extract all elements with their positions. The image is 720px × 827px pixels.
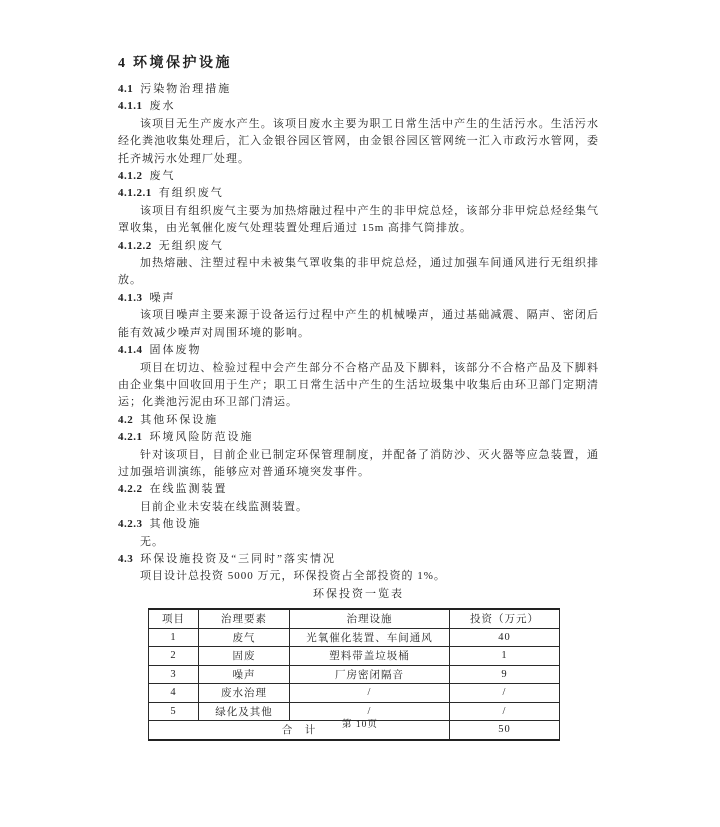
paragraph-other-facilities: 无。 — [140, 535, 164, 548]
table-cell: 9 — [450, 665, 560, 684]
section-heading-4-1-2-2 — [118, 238, 599, 255]
section-number: 4.1.1 — [118, 100, 143, 113]
section-number: 4.3 — [118, 552, 134, 565]
table-row — [149, 684, 560, 703]
paragraph-online-monitoring: 目前企业未安装在线监测装置。 — [140, 500, 308, 513]
paragraph-risk-prevention: 针对该项目，目前企业已制定环保管理制度，并配备了消防沙、灭火器等应急装置，通过加强培训演练，能够应对普通环境突发事件。 — [118, 448, 599, 478]
table-row — [149, 628, 560, 647]
chapter-title: 环境保护设施 — [133, 56, 232, 71]
table-cell: / — [290, 702, 450, 721]
section-heading-4-2-3 — [118, 516, 599, 533]
paragraph-noise: 该项目噪声主要来源于设备运行过程中产生的机械噪声，通过基础减震、隔声、密闭后能有效减少噪声对周围环境的影响。 — [118, 309, 599, 339]
table-cell: 噪声 — [199, 665, 290, 684]
table-total-label: 合 计 — [149, 721, 450, 740]
section-number: 4.1.2 — [118, 170, 143, 183]
section-number: 4.1.4 — [118, 344, 143, 357]
table-cell: 光氧催化装置、车间通风 — [290, 628, 450, 647]
section-heading-4-1-2 — [118, 168, 599, 185]
section-number: 4.1.2.1 — [118, 187, 152, 200]
chapter-number: 4 — [118, 56, 125, 71]
table-cell: / — [450, 702, 560, 721]
table-header-cell-element: 治理要素 — [199, 609, 290, 628]
table-cell: 3 — [149, 665, 199, 684]
table-cell: 废气 — [199, 628, 290, 647]
table-cell: 固废 — [199, 647, 290, 666]
table-row — [149, 647, 560, 666]
page-number: 第 10页 — [342, 720, 378, 730]
section-heading-4-1-3 — [118, 290, 599, 307]
section-title: 在线监测装置 — [149, 483, 228, 496]
section-number: 4.1.3 — [118, 291, 143, 304]
section-heading-4-1-4 — [118, 342, 599, 359]
section-heading-4-1-1 — [118, 98, 599, 115]
section-number: 4.2.1 — [118, 431, 143, 444]
table-header-cell-investment: 投资（万元） — [450, 609, 560, 628]
table-cell: 1 — [450, 647, 560, 666]
section-number: 4.2 — [118, 413, 134, 426]
table-caption: 环保投资一览表 — [313, 587, 404, 600]
table-header-row — [149, 609, 560, 628]
section-title: 其他设施 — [149, 518, 202, 531]
section-title: 污染物治理措施 — [140, 83, 232, 95]
section-title: 废水 — [149, 100, 176, 113]
table-cell: 40 — [450, 628, 560, 647]
table-cell: 厂房密闭隔音 — [290, 665, 450, 684]
table-cell: / — [290, 684, 450, 703]
table-header-cell-facility: 治理设施 — [290, 609, 450, 628]
table-total-value: 50 — [450, 721, 560, 740]
section-title: 有组织废气 — [158, 187, 224, 200]
section-heading-4-2-2 — [118, 481, 599, 498]
document-page — [118, 54, 599, 741]
paragraph-organized-gas: 该项目有组织废气主要为加热熔融过程中产生的非甲烷总烃，该部分非甲烷总烃经集气罩收集，由光氧催化废气处理装置处理后通过 15m 高排气筒排放。 — [118, 204, 599, 235]
table-cell: 4 — [149, 684, 199, 703]
section-title: 废气 — [149, 170, 176, 183]
section-title: 其他环保设施 — [140, 413, 219, 426]
table-cell: 2 — [149, 647, 199, 666]
paragraph-unorganized-gas: 加热熔融、注塑过程中未被集气罩收集的非甲烷总烃，通过加强车间通风进行无组织排放。 — [118, 257, 599, 287]
paragraph-investment: 项目设计总投资 5000 万元，环保投资占全部投资的 1%。 — [140, 570, 446, 583]
section-title: 环境风险防范设施 — [149, 431, 254, 444]
table-cell: / — [450, 684, 560, 703]
section-number: 4.1.2.2 — [118, 239, 152, 252]
section-number: 4.2.3 — [118, 518, 143, 531]
table-cell: 5 — [149, 702, 199, 721]
section-number: 4.1 — [118, 83, 134, 95]
table-header-cell-item: 项目 — [149, 609, 199, 628]
table-cell: 1 — [149, 628, 199, 647]
section-title: 环保设施投资及“三同时”落实情况 — [140, 552, 337, 565]
table-cell: 绿化及其他 — [199, 702, 290, 721]
chapter-heading — [118, 54, 599, 74]
section-heading-4-2 — [118, 412, 599, 429]
section-heading-4-1 — [118, 81, 599, 98]
section-heading-4-3 — [118, 551, 599, 568]
section-title: 固体废物 — [149, 344, 202, 357]
paragraph-wastewater: 该项目无生产废水产生。该项目废水主要为职工日常生活中产生的生活污水。生活污水经化粪池收集处理后，汇入金银谷园区管网，由金银谷园区管网统一汇入市政污水管网，委托齐城污水处理厂处理。 — [118, 117, 599, 165]
section-heading-4-1-2-1 — [118, 185, 599, 202]
section-title: 无组织废气 — [158, 239, 224, 252]
section-heading-4-2-1 — [118, 429, 599, 446]
paragraph-solid-waste: 项目在切边、检验过程中会产生部分不合格产品及下脚料，该部分不合格产品及下脚料由企业集中回收回用于生产；职工日常生活中产生的生活垃圾集中收集后由环卫部门定期清运；化粪池污泥由环卫部门清运。 — [118, 361, 599, 409]
table-row — [149, 665, 560, 684]
section-number: 4.2.2 — [118, 483, 143, 496]
section-title: 噪声 — [149, 291, 176, 304]
table-cell: 塑料带盖垃圾桶 — [290, 647, 450, 666]
table-cell: 废水治理 — [199, 684, 290, 703]
